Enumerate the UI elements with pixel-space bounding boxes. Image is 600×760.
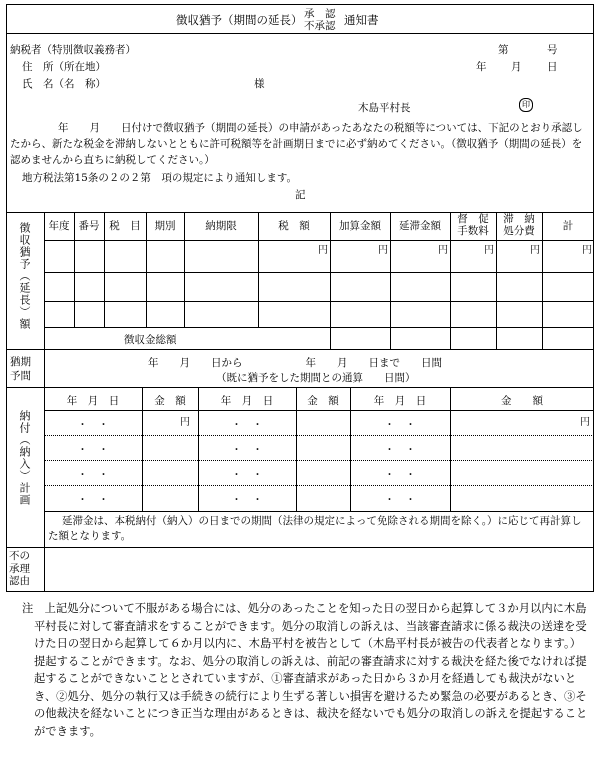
plan-dots: ・ ・: [231, 469, 263, 481]
body-paragraph: 年 月 日付けで徴収猶予（期間の延長）の申請があったあなたの税額等については、下記のとおり承認したから、新たな税金を滞納しないとともに許可税額等を計画期日までに必ず納めてください。（徴収猶予（期間の延長）を認めませんから直ちに納税してください。）: [10, 122, 583, 166]
header-additional: 加算金額: [339, 220, 381, 232]
plan-amount-header-2: 金 額: [307, 395, 339, 407]
plan-dots: ・ ・: [77, 419, 109, 431]
header-disposition-fee: 滞 納 処分費: [503, 213, 535, 237]
plan-dots: ・ ・: [231, 419, 263, 431]
law-reference: 地方税法第15条の２の２第 項の規定により通知します。: [22, 172, 298, 184]
seal-mark: 印: [519, 98, 533, 112]
header-delinquency: 延滞金額: [399, 220, 441, 232]
header-period: 期別: [154, 220, 176, 232]
date-day: 日: [547, 61, 558, 73]
plan-yen-3: 円: [580, 417, 590, 428]
plan-dots: ・ ・: [231, 494, 263, 506]
ki-mark: 記: [295, 189, 306, 201]
title-suffix: 通知書: [344, 13, 379, 27]
taxpayer-label: 納税者（特別徴収義務者）: [10, 44, 136, 56]
plan-dots: ・ ・: [384, 469, 416, 481]
header-year: 年度: [48, 220, 70, 232]
plan-side-label: 納付（納入）計画: [18, 410, 31, 506]
yen-dunning: 円: [484, 245, 494, 256]
plan-amount-header-3: 金 額: [501, 395, 543, 407]
plan-dots: ・ ・: [77, 494, 109, 506]
plan-dots: ・ ・: [384, 444, 416, 456]
address-label: 住 所（所在地）: [22, 61, 106, 73]
plan-date-header-2: 年 月 日: [220, 395, 274, 407]
plan-dots: ・ ・: [77, 469, 109, 481]
yen-total: 円: [582, 245, 592, 256]
header-dunning-fee: 督 促 手数料: [457, 213, 489, 237]
reason-label: 不の承理認由: [9, 550, 30, 587]
title-option-approve: 承 認: [304, 8, 336, 20]
plan-dots: ・ ・: [384, 419, 416, 431]
plan-yen-1: 円: [180, 417, 190, 428]
period-cumulative: （既に猶予をした期間との通算 日間）: [216, 372, 416, 384]
table1-bottom-border: [6, 349, 594, 350]
date-month: 月: [511, 61, 522, 73]
plan-note: 延滞金は、本税納付（納入）の日までの期間（法律の規定によって免除される期間を除く。）に応じて再計算した額となります。: [48, 515, 582, 542]
yen-additional: 円: [378, 245, 388, 256]
yen-disposition: 円: [530, 245, 540, 256]
date-year: 年: [476, 61, 487, 73]
period-range: 年 月 日から 年 月 日まで 日間: [148, 357, 442, 369]
header-due-date: 納期限: [205, 220, 237, 232]
header-tax-item: 税 目: [109, 220, 141, 232]
plan-dots: ・ ・: [384, 494, 416, 506]
title-option-reject: 不承認: [304, 20, 336, 32]
number-suffix: 号: [547, 44, 558, 56]
header-tax-amount: 税 額: [278, 220, 310, 232]
name-label: 氏 名（名 称）: [22, 78, 106, 90]
period-label: 猶期予間: [10, 356, 31, 382]
header-number: 番号: [78, 220, 100, 232]
form-title: 徴収猶予（期間の延長）: [176, 13, 303, 27]
plan-date-header-1: 年 月 日: [66, 395, 120, 407]
plan-dots: ・ ・: [231, 444, 263, 456]
footnote: 注 上記処分について不服がある場合には、処分のあったことを知った日の翌日から起算して３か月以内に木島平村長に対して審査請求をすることができます。処分の取消しの訴えは、当該審査請求に係る裁決の送達を受けた日の翌日から起算して６か月以内に、木島平村を被告として（木島平村長が被告の代表者となります。）提起することができます。なお、処分の取消しの訴えは、前記の審査請求に対する裁決を経た後でなければ提起することができないこととされていますが、①審査請求があった日から３か月を経過しても裁決がないとき、②処分、処分の執行又は手続きの続行により生ずる著しい損害を避けるため緊急の必要があるとき、③その他裁決を経ないことにつき正当な理由があるときは、裁決を経ないでも処分の取消しの訴えを提起することができます。: [22, 602, 588, 738]
honorific: 様: [254, 78, 265, 90]
plan-date-header-3: 年 月 日: [373, 395, 427, 407]
table1-side-label: 徴収猶予（延長）額: [18, 222, 31, 330]
plan-dots: ・ ・: [77, 444, 109, 456]
period-bottom-border: [6, 387, 594, 388]
total-collection-label: 徴収金総額: [124, 334, 177, 346]
number-prefix: 第: [498, 44, 509, 56]
yen-delinquency: 円: [438, 245, 448, 256]
plan-bottom-border: [6, 547, 594, 548]
title-divider: [6, 33, 594, 34]
header-total: 計: [562, 220, 574, 232]
plan-amount-header-1: 金 額: [154, 395, 186, 407]
issuer-name: 木島平村長: [358, 102, 411, 114]
yen-tax: 円: [318, 245, 328, 256]
